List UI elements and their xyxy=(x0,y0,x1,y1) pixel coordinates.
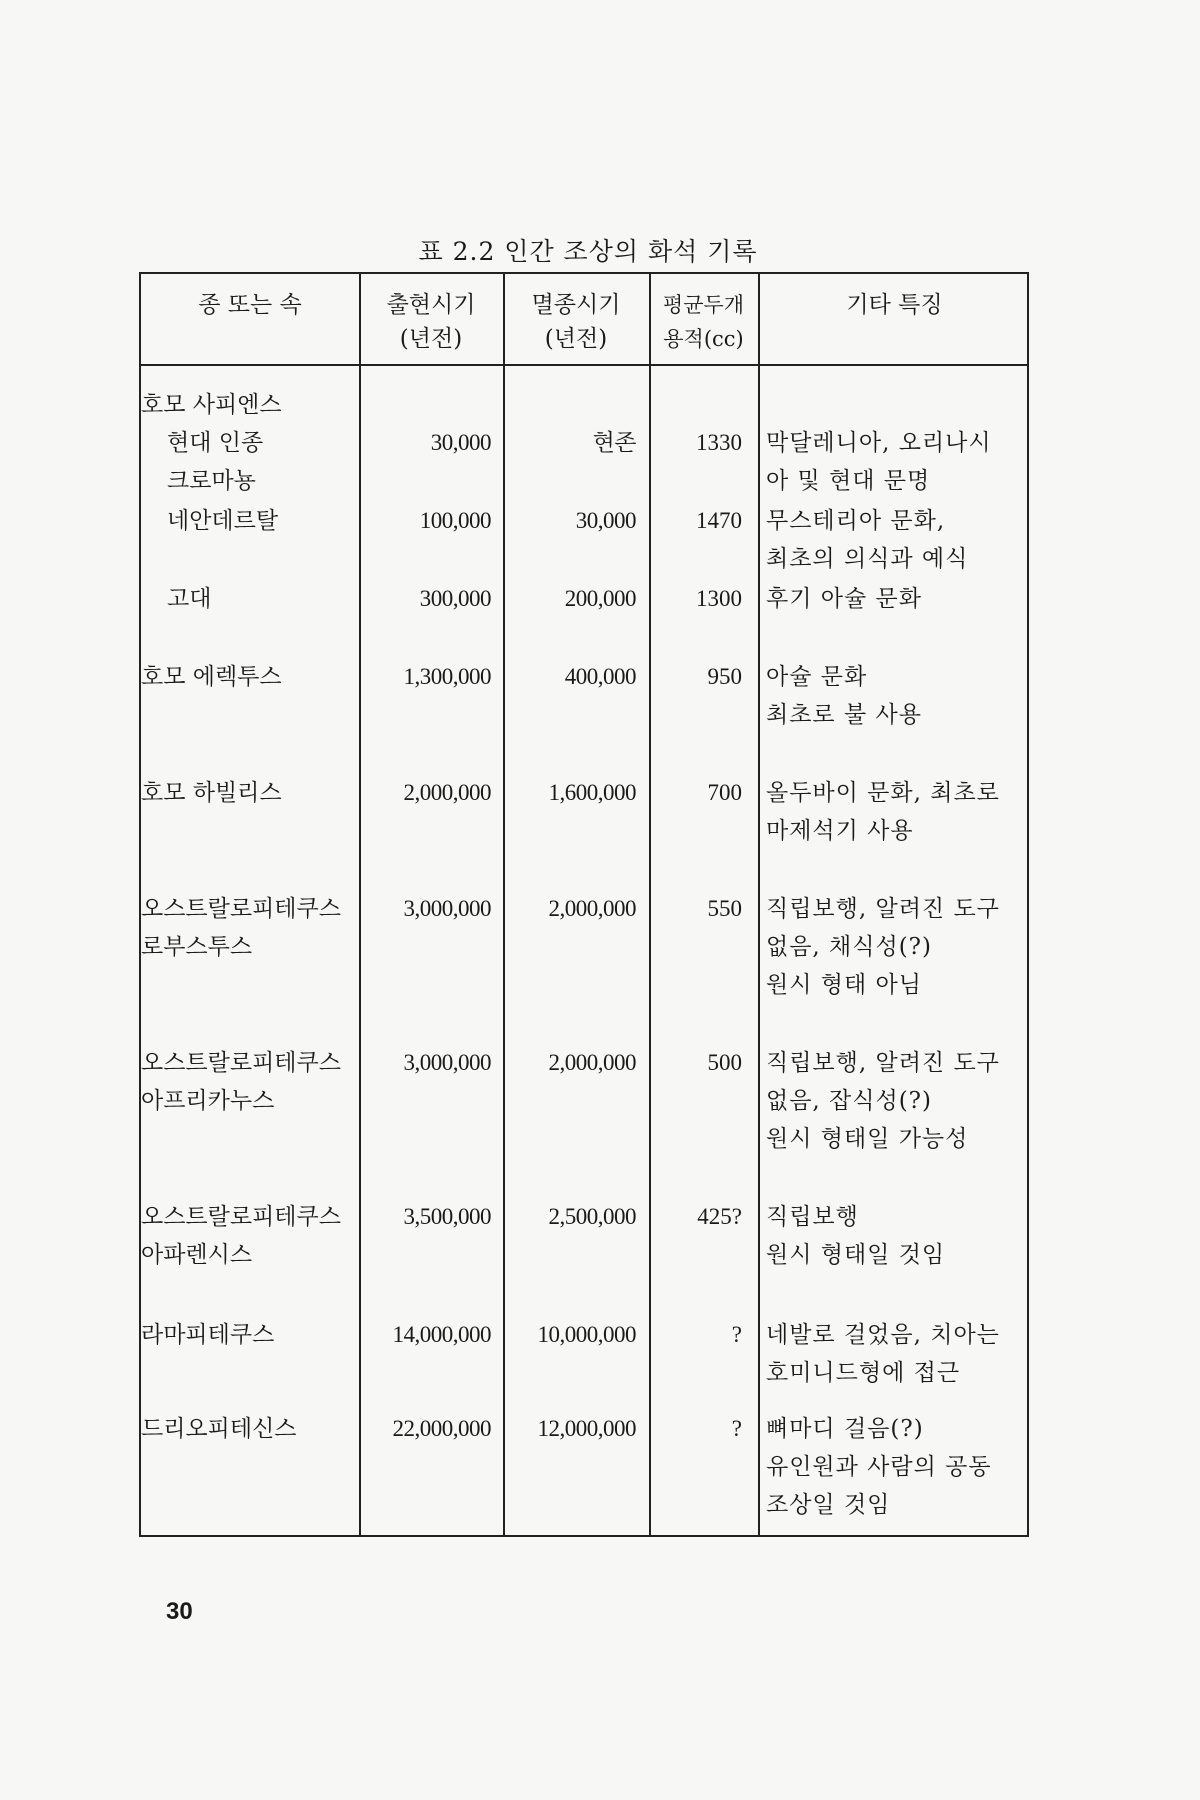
appear-cell: 1,300,000 xyxy=(403,664,491,689)
group-label: 호모 사피엔스 xyxy=(141,392,282,418)
appear-cell: 30,000 xyxy=(430,430,491,455)
extinct-cell: 10,000,000 xyxy=(537,1322,636,1347)
appear-cell: 3,000,000 xyxy=(403,896,491,921)
volume-cell: 1330 xyxy=(696,430,742,455)
volume-cell: 700 xyxy=(707,780,742,805)
features-cell: 후기 아슐 문화 xyxy=(766,586,922,612)
appear-cell: 100,000 xyxy=(419,508,491,533)
volume-cell: 500 xyxy=(707,1050,742,1075)
volume-cell: 950 xyxy=(707,664,742,689)
extinct-cell: 2,500,000 xyxy=(548,1204,636,1229)
features-cell: 직립보행, 알려진 도구 없음, 채식성(?) 원시 형태 아님 xyxy=(766,896,1000,998)
species-cell: 드리오피테신스 xyxy=(141,1416,297,1442)
extinct-cell: 400,000 xyxy=(564,664,636,689)
volume-cell: ? xyxy=(731,1322,742,1347)
features-cell: 네발로 걸었음, 치아는 호미니드형에 접근 xyxy=(766,1322,1000,1386)
species-cell: 현대 인종 크로마뇽 xyxy=(167,430,264,494)
extinct-cell: 12,000,000 xyxy=(537,1416,636,1441)
header-volume: 평균두개 용적(cc) xyxy=(662,293,745,351)
appear-cell: 3,500,000 xyxy=(403,1204,491,1229)
species-cell: 라마피테쿠스 xyxy=(141,1322,275,1348)
header-appear: 출현시기 (년전) xyxy=(386,292,476,352)
appear-cell: 300,000 xyxy=(419,586,491,611)
extinct-cell: 2,000,000 xyxy=(548,896,636,921)
table-title: 표 2.2 인간 조상의 화석 기록 xyxy=(418,237,758,266)
appear-cell: 22,000,000 xyxy=(392,1416,491,1441)
volume-cell: 425? xyxy=(697,1204,742,1229)
appear-cell: 3,000,000 xyxy=(403,1050,491,1075)
features-cell: 무스테리아 문화, 최초의 의식과 예식 xyxy=(766,508,969,572)
extinct-cell: 30,000 xyxy=(575,508,636,533)
volume-cell: 1300 xyxy=(696,586,742,611)
species-cell: 고대 xyxy=(167,586,212,612)
column-divider xyxy=(503,274,505,1535)
volume-cell: 550 xyxy=(707,896,742,921)
header-extinct: 멸종시기 (년전) xyxy=(531,292,621,352)
features-cell: 올두바이 문화, 최초로 마제석기 사용 xyxy=(766,780,1000,844)
table-header xyxy=(141,274,1027,366)
appear-cell: 14,000,000 xyxy=(392,1322,491,1347)
column-divider xyxy=(758,274,760,1535)
species-cell: 오스트랄로피테쿠스 로부스투스 xyxy=(141,896,341,960)
species-cell: 오스트랄로피테쿠스 아파렌시스 xyxy=(141,1204,341,1268)
extinct-cell: 현존 xyxy=(592,430,636,455)
header-species: 종 또는 속 xyxy=(198,292,302,318)
species-cell: 오스트랄로피테쿠스 아프리카누스 xyxy=(141,1050,341,1114)
appear-cell: 2,000,000 xyxy=(403,780,491,805)
extinct-cell: 1,600,000 xyxy=(548,780,636,805)
volume-cell: ? xyxy=(731,1416,742,1441)
header-features: 기타 특징 xyxy=(846,292,943,318)
features-cell: 뼈마디 걸음(?) 유인원과 사람의 공동 조상일 것임 xyxy=(766,1416,992,1518)
features-cell: 직립보행 원시 형태일 것임 xyxy=(766,1204,946,1268)
features-cell: 직립보행, 알려진 도구 없음, 잡식성(?) 원시 형태일 가능성 xyxy=(766,1050,1000,1152)
species-cell: 네안데르탈 xyxy=(167,508,279,534)
page-number: 30 xyxy=(166,1598,193,1625)
species-cell: 호모 에렉투스 xyxy=(141,664,282,690)
fossil-record-table xyxy=(139,272,1029,1537)
features-cell: 아슐 문화 최초로 불 사용 xyxy=(766,664,922,728)
volume-cell: 1470 xyxy=(696,508,742,533)
species-cell: 호모 하빌리스 xyxy=(141,780,282,806)
features-cell: 막달레니아, 오리나시 아 및 현대 문명 xyxy=(766,430,992,494)
extinct-cell: 2,000,000 xyxy=(548,1050,636,1075)
extinct-cell: 200,000 xyxy=(564,586,636,611)
